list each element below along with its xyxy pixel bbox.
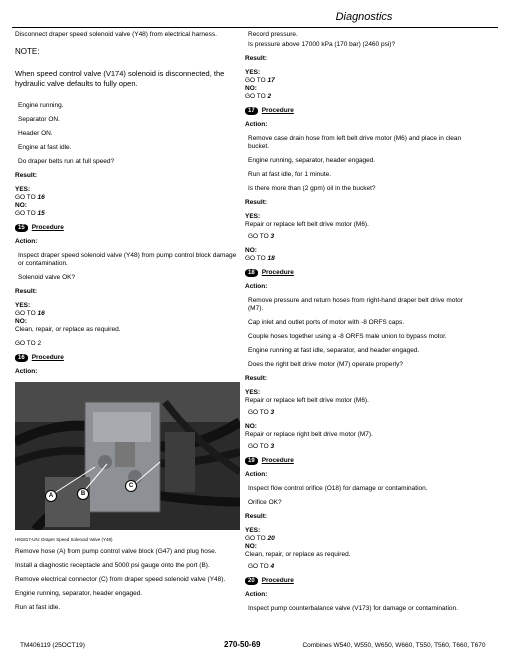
step-text: Record pressure. <box>248 31 298 38</box>
step-text: Engine running at fast idle, separator, and header engaged. <box>248 347 420 354</box>
procedure-label: Procedure <box>261 577 294 584</box>
no-goto[interactable]: GO TO 18 <box>245 255 275 262</box>
result-label: Result: <box>245 55 268 62</box>
note-label: NOTE: <box>15 47 40 56</box>
procedure-15-heading <box>15 224 240 232</box>
procedure-label: Procedure <box>261 269 294 276</box>
step-text: Engine running, separator, header engaged. <box>248 157 376 164</box>
left-column <box>15 31 240 618</box>
step-text: Do draper belts run at full speed? <box>18 158 115 165</box>
procedure-18-heading <box>245 269 472 277</box>
no-goto[interactable]: GO TO 3 <box>248 443 275 450</box>
step-text: Couple hoses together using a -8 ORFS male union to bypass motor. <box>248 333 447 340</box>
yes-goto[interactable]: GO TO 16 <box>15 194 45 201</box>
procedure-16-heading <box>15 354 240 362</box>
result-label: Result: <box>245 513 268 520</box>
step-text: Run at fast idle. <box>15 604 61 611</box>
procedure-label: Procedure <box>31 354 64 361</box>
step-text: Remove hose (A) from pump control valve block (G47) and plug hose. <box>15 548 217 555</box>
procedure-label: Procedure <box>31 224 64 231</box>
step-badge: 20 <box>245 577 258 585</box>
page-footer <box>12 640 498 656</box>
step-text: Orifice OK? <box>248 499 282 506</box>
no-text: Clean, repair, or replace as required. <box>15 326 121 333</box>
step-text: Cap inlet and outlet ports of motor with -8 ORFS caps. <box>248 319 405 326</box>
result-label: Result: <box>15 172 38 179</box>
action-label: Action: <box>245 591 268 598</box>
procedure-19-heading <box>245 457 472 465</box>
action-label: Action: <box>245 283 268 290</box>
step-text: Inspect flow control orifice (O18) for damage or contamination. <box>248 485 428 492</box>
no-text: Repair or replace right belt drive motor (M7). <box>245 431 373 438</box>
step-text: Run at fast idle, for 1 minute. <box>248 171 332 178</box>
step-text: Engine running, separator, header engaged. <box>15 590 143 597</box>
procedure-17-heading <box>245 107 472 115</box>
no-goto[interactable]: GO TO 2 <box>245 93 272 100</box>
yes-label: YES: <box>245 213 261 220</box>
page-title: Diagnostics <box>335 11 393 23</box>
intro-text: Disconnect draper speed solenoid valve (Y48) from electrical harness. <box>15 31 217 38</box>
step-text: Is pressure above 17000 kPa (170 bar) (2460 psi)? <box>248 41 396 48</box>
no-goto[interactable]: GO TO 15 <box>15 210 45 217</box>
result-label: Result: <box>245 199 268 206</box>
step-text: Is there more than (2 gpm) oil in the bucket? <box>248 185 376 192</box>
action-label: Action: <box>245 471 268 478</box>
step-text: Header ON. <box>18 130 53 137</box>
yes-goto[interactable]: GO TO 20 <box>245 535 275 542</box>
step-text: Does the right belt drive motor (M7) operate properly? <box>248 361 403 368</box>
no-label: NO: <box>245 423 257 430</box>
yes-text: Repair or replace left belt drive motor (M6). <box>245 221 369 228</box>
step-text: Separator ON. <box>18 116 60 123</box>
yes-label: YES: <box>245 69 261 76</box>
yes-goto[interactable]: GO TO 3 <box>248 409 275 416</box>
procedure-label: Procedure <box>261 107 294 114</box>
step-badge: 18 <box>245 269 258 277</box>
result-label: Result: <box>15 288 38 295</box>
solenoid-valve-photo <box>15 382 240 530</box>
note-text: When speed control valve (V174) solenoid is disconnected, the hydraulic valve defaults to fully open. <box>15 69 225 88</box>
yes-text: Repair or replace left belt drive motor (M6). <box>245 397 369 404</box>
step-text: Remove case drain hose from left belt drive motor (M6) and place in clean bucket. <box>248 135 462 150</box>
action-label: Action: <box>15 368 38 375</box>
yes-label: YES: <box>15 302 31 309</box>
yes-label: YES: <box>245 527 261 534</box>
action-label: Action: <box>245 121 268 128</box>
no-label: NO: <box>15 202 27 209</box>
no-label: NO: <box>245 543 257 550</box>
step-badge: 16 <box>15 354 28 362</box>
no-goto[interactable]: GO TO 2 <box>15 340 42 347</box>
action-label: Action: <box>15 238 38 245</box>
yes-label: YES: <box>245 389 261 396</box>
figure-caption: H91817-UN: Draper Speed Solenoid Valve (Y48) <box>15 537 113 542</box>
yes-goto[interactable]: GO TO 17 <box>245 77 275 84</box>
step-text: Install a diagnostic receptacle and 5000 psi gauge onto the port (B). <box>15 562 210 569</box>
step-text: Remove electrical connector (C) from draper speed solenoid valve (Y48). <box>15 576 226 583</box>
no-goto[interactable]: GO TO 4 <box>248 563 275 570</box>
procedure-label: Procedure <box>261 457 294 464</box>
doc-number: TM406119 (25OCT19) <box>20 642 85 649</box>
callout-c: C <box>125 480 137 492</box>
no-text: Clean, repair, or replace as required. <box>245 551 351 558</box>
right-column <box>245 31 472 619</box>
step-text: Engine at fast idle. <box>18 144 72 151</box>
step-text: Solenoid valve OK? <box>18 274 76 281</box>
page-header <box>12 8 498 28</box>
no-label: NO: <box>245 247 257 254</box>
model-list: Combines W540, W550, W650, W660, T550, T560, T660, T670 <box>302 642 486 649</box>
yes-goto[interactable]: GO TO 3 <box>248 233 275 240</box>
callout-a: A <box>45 490 57 502</box>
yes-label: YES: <box>15 186 31 193</box>
step-text: Inspect pump counterbalance valve (V173) for damage or contamination. <box>248 605 458 612</box>
step-badge: 17 <box>245 107 258 115</box>
step-text: Remove pressure and return hoses from right-hand draper belt drive motor (M7). <box>248 297 463 312</box>
no-label: NO: <box>15 318 27 325</box>
procedure-20-heading <box>245 577 472 585</box>
no-label: NO: <box>245 85 257 92</box>
callout-b: B <box>77 488 89 500</box>
yes-goto[interactable]: GO TO 16 <box>15 310 45 317</box>
step-badge: 15 <box>15 224 28 232</box>
step-text: Inspect draper speed solenoid valve (Y48) from pump control block damage or contamination. <box>18 252 237 267</box>
page-number: 270-50-69 <box>224 640 261 649</box>
result-label: Result: <box>245 375 268 382</box>
step-badge: 19 <box>245 457 258 465</box>
step-text: Engine running. <box>18 102 64 109</box>
